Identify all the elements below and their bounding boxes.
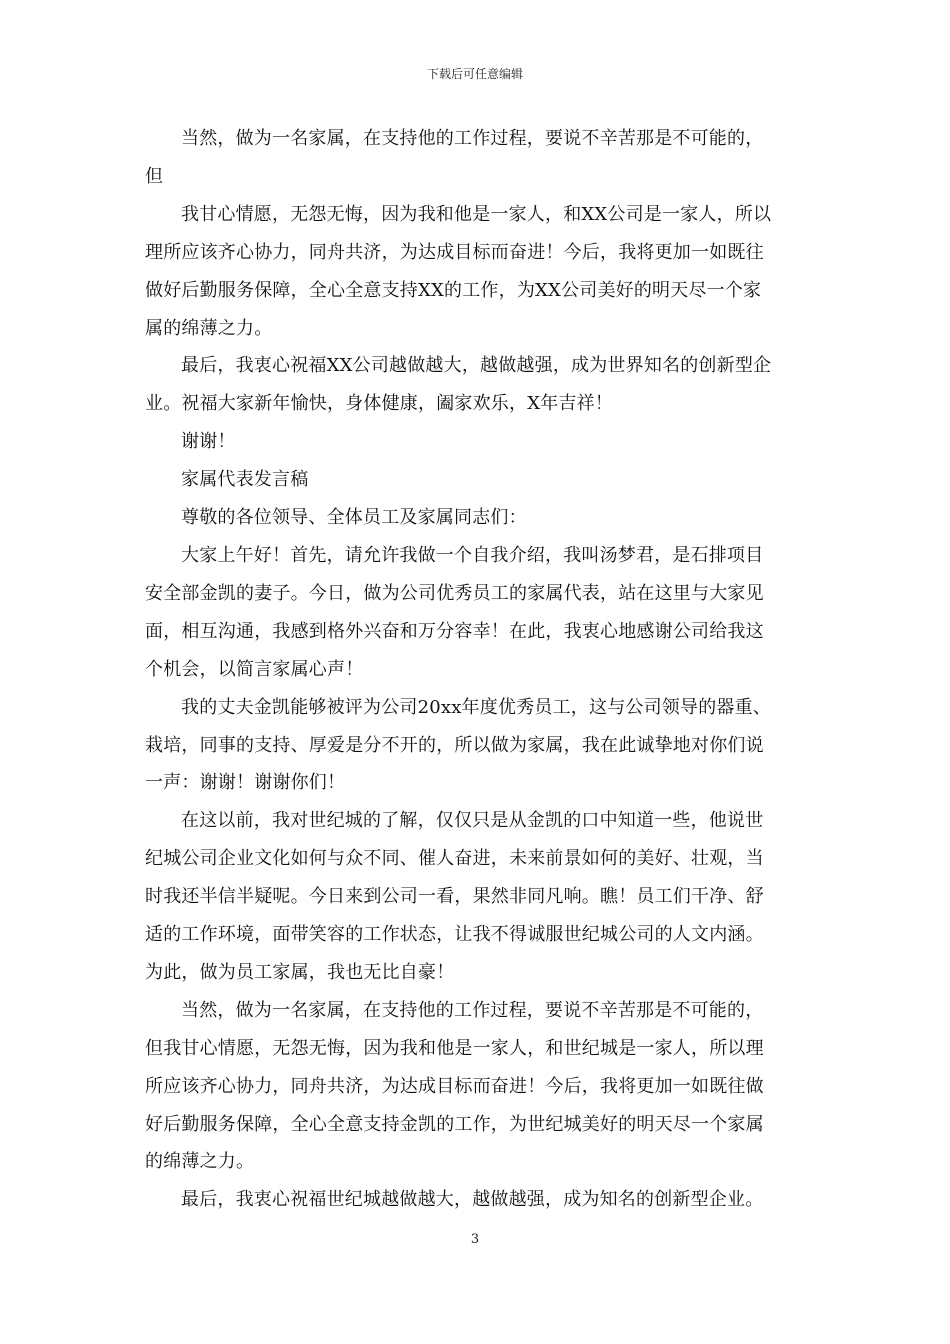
text-line: 所应该齐心协力，同舟共济，为达成目标而奋进！今后，我将更加一如既往做 (145, 1075, 764, 1097)
paragraph-1 (145, 120, 807, 196)
text-line: 当然，做为一名家属，在支持他的工作过程，要说不辛苦那是不可能的， (181, 999, 764, 1021)
text-line: 为此，做为员工家属，我也无比自豪！ (145, 961, 455, 983)
document-body (145, 120, 807, 1219)
text-line: 我的丈夫金凯能够被评为公司20xx年度优秀员工，这与公司领导的器重、 (181, 696, 772, 718)
paragraph-6-salutation (145, 499, 807, 537)
text-line: 我甘心情愿，无怨无悔，因为我和他是一家人，和XX公司是一家人，所以 (181, 203, 772, 225)
salutation: 尊敬的各位领导、全体员工及家属同志们： (181, 507, 527, 529)
speech-title: 家属代表发言稿 (181, 469, 309, 491)
text-line: 好后勤服务保障，全心全意支持金凯的工作，为世纪城美好的明天尽一个家属 (145, 1113, 764, 1135)
paragraph-2 (145, 196, 807, 348)
text-line: 时我还半信半疑呢。今日来到公司一看，果然非同凡响。瞧！员工们干净、舒 (145, 886, 764, 908)
text-line: 一声：谢谢！谢谢你们！ (145, 772, 346, 794)
text-line: 做好后勤服务保障，全心全意支持XX的工作，为XX公司美好的明天尽一个家 (145, 279, 762, 301)
text-line: 栽培，同事的支持、厚爱是分不开的，所以做为家属，我在此诚挚地对你们说 (145, 734, 764, 756)
paragraph-7 (145, 537, 807, 689)
text-line: 最后，我衷心祝福XX公司越做越大，越做越强，成为世界知名的创新型企 (181, 355, 772, 377)
text-line: 安全部金凯的妻子。今日，做为公司优秀员工的家属代表，站在这里与大家见 (145, 582, 764, 604)
text-line: 大家上午好！首先，请允许我做一个自我介绍，我叫汤梦君，是石排项目 (181, 544, 764, 566)
text-line: 适的工作环境，面带笑容的工作状态，让我不得诚服世纪城公司的人文内涵。 (145, 924, 764, 946)
paragraph-9 (145, 802, 807, 992)
text-line: 纪城公司企业文化如何与众不同、催人奋进，未来前景如何的美好、壮观，当 (145, 848, 764, 870)
text-line: 在这以前，我对世纪城的了解，仅仅只是从金凯的口中知道一些，他说世 (181, 810, 764, 832)
text-line: 业。祝福大家新年愉快，身体健康，阖家欢乐，X年吉祥！ (145, 393, 614, 415)
header-note: 下载后可任意编辑 (426, 67, 523, 81)
text-line: 最后，我衷心祝福世纪城越做越大，越做越强，成为知名的创新型企业。 (181, 1189, 764, 1211)
text-line: 但我甘心情愿，无怨无悔，因为我和他是一家人，和世纪城是一家人，所以理 (145, 1037, 764, 1059)
paragraph-5-title (145, 461, 807, 499)
paragraph-11 (145, 1181, 807, 1219)
text-line: 属的绵薄之力。 (145, 317, 273, 339)
text-line: 谢谢！ (181, 431, 236, 453)
text-line: 当然，做为一名家属，在支持他的工作过程，要说不辛苦那是不可能的， (181, 128, 764, 149)
page-number: 3 (470, 1232, 480, 1247)
text-line: 面，相互沟通，我感到格外兴奋和万分容幸！在此，我衷心地感谢公司给我这 (145, 620, 764, 642)
paragraph-4 (145, 423, 807, 461)
paragraph-8 (145, 689, 807, 803)
text-line: 个机会，以简言家属心声！ (145, 658, 364, 680)
text-line: 理所应该齐心协力，同舟共济，为达成目标而奋进！今后，我将更加一如既往 (145, 241, 764, 263)
text-line: 的绵薄之力。 (145, 1151, 255, 1173)
paragraph-3 (145, 347, 807, 423)
paragraph-10 (145, 992, 807, 1182)
text-line: 但 (145, 165, 164, 187)
